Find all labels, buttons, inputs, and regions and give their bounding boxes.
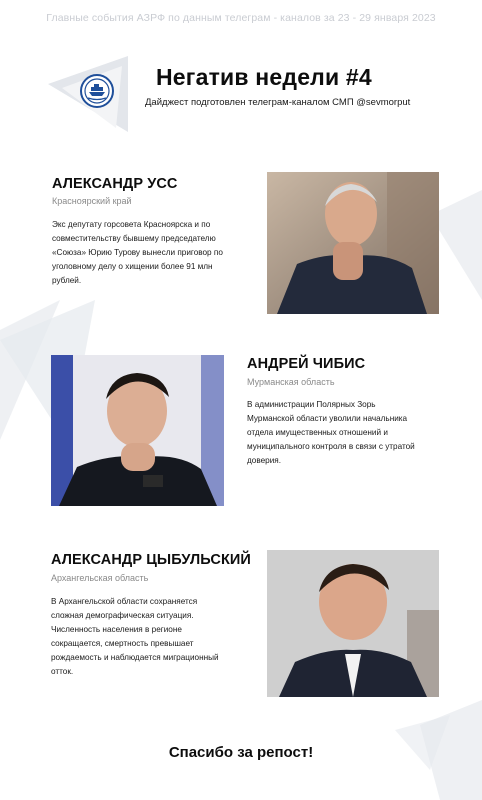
page-subtitle: Дайджест подготовлен телеграм-каналом СМП @sevmorput	[145, 97, 411, 108]
digest-caption: Главные события АЗРФ по данным телеграм - каналов за 23 - 29 января 2023	[46, 12, 436, 24]
person-description: В администрации Полярных Зорь Мурманской области уволили начальника отдела имущественных отношений и муниципального контроля в связи с утратой доверия.	[247, 400, 415, 465]
person-description: В Архангельской области сохраняется сложная демографическая ситуация. Численность населения в регионе сокращается, смертность превышает рождаемость и наблюдается миграционный отток.	[51, 597, 219, 676]
person-name: АЛЕКСАНДР ЦЫБУЛЬСКИЙ	[51, 552, 251, 568]
page-title: Негатив недели #4	[156, 64, 372, 90]
person-name: АНДРЕЙ ЧИБИС	[247, 356, 366, 372]
person-photo	[267, 550, 439, 697]
person-region: Красноярский край	[52, 196, 132, 206]
person-region: Мурманская область	[247, 377, 335, 387]
person-photo	[267, 172, 439, 314]
person-photo	[51, 355, 224, 506]
logo	[44, 44, 136, 136]
person-region: Архангельская область	[51, 573, 149, 583]
icebreaker-icon	[80, 74, 114, 108]
person-description: Экс депутату горсовета Красноярска и по совместительству бывшему председателю «Союза» Юрию Турову вынесли приговор по уголовному делу о хищении более 91 млн рублей.	[52, 220, 223, 285]
person-name: АЛЕКСАНДР УСС	[52, 176, 178, 192]
thanks-message: Спасибо за репост!	[168, 744, 314, 761]
